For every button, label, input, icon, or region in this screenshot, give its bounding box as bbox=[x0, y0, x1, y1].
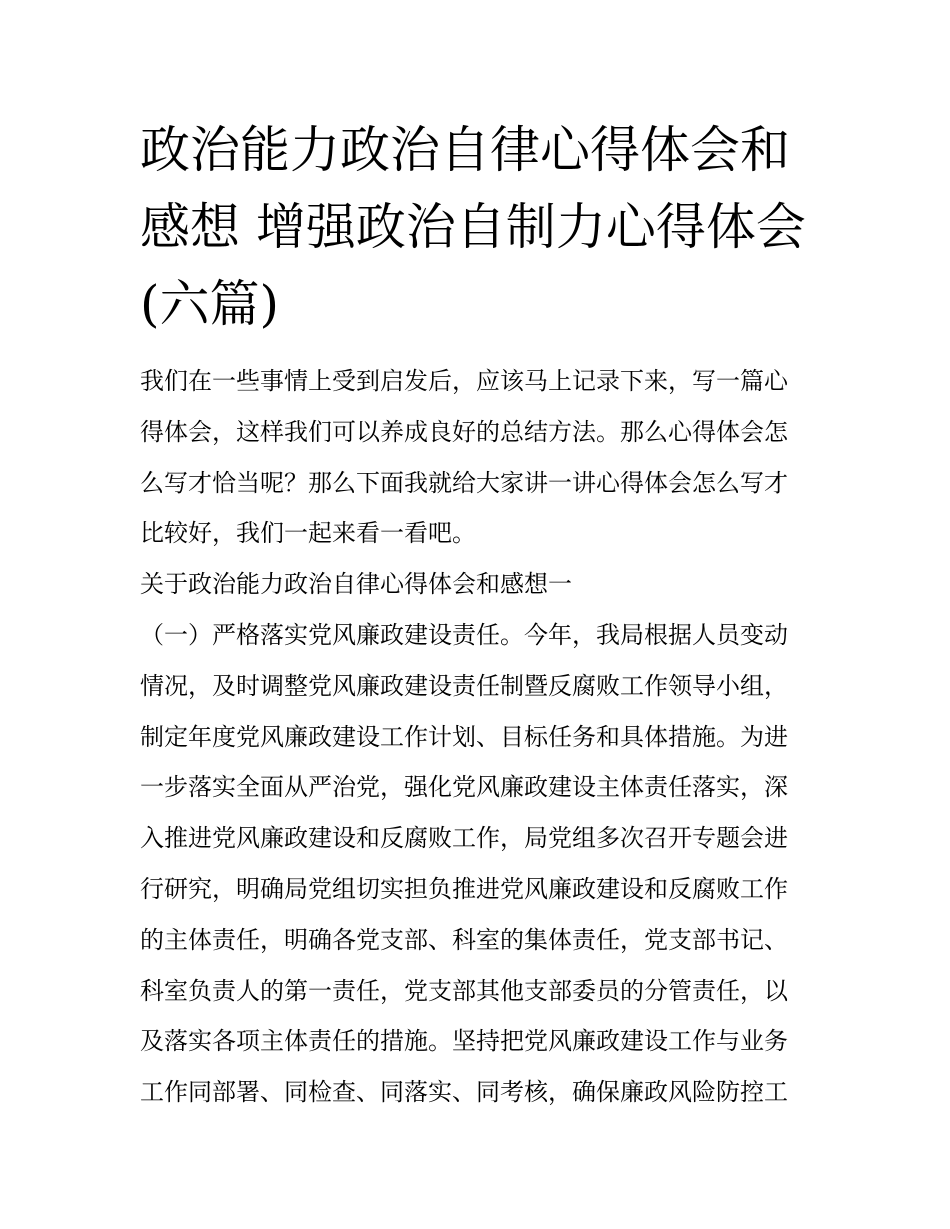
body-line: 制定年度党风廉政建设工作计划、目标任务和具体措施。为进 bbox=[140, 722, 788, 751]
title-line: 感想 增强政治自制力心得体会 bbox=[140, 198, 806, 256]
body-line: （一）严格落实党风廉政建设责任。今年，我局根据人员变动 bbox=[140, 620, 788, 649]
body-line: 工作同部署、同检查、同落实、同考核，确保廉政风险防控工 bbox=[140, 1078, 788, 1107]
section-heading: 关于政治能力政治自律心得体会和感想一 bbox=[140, 570, 572, 599]
title-line: (六篇) bbox=[140, 275, 280, 333]
document-title bbox=[140, 112, 820, 343]
body-line: 我们在一些事情上受到启发后，应该马上记录下来，写一篇心 bbox=[140, 367, 788, 395]
body-line: 比较好，我们一起来看一看吧。 bbox=[140, 519, 476, 548]
body-line: 么写才恰当呢？那么下面我就给大家讲一讲心得体会怎么写才 bbox=[140, 468, 788, 497]
body-line: 的主体责任，明确各党支部、科室的集体责任，党支部书记、 bbox=[140, 925, 788, 954]
body-line: 行研究，明确局党组切实担负推进党风廉政建设和反腐败工作 bbox=[140, 874, 788, 903]
body-line: 科室负责人的第一责任，党支部其他支部委员的分管责任，以 bbox=[140, 976, 788, 1005]
body-line: 一步落实全面从严治党，强化党风廉政建设主体责任落实，深 bbox=[140, 773, 788, 802]
body-line: 情况，及时调整党风廉政建设责任制暨反腐败工作领导小组， bbox=[140, 671, 788, 700]
body-line: 得体会，这样我们可以养成良好的总结方法。那么心得体会怎 bbox=[140, 417, 788, 446]
body-line: 入推进党风廉政建设和反腐败工作，局党组多次召开专题会进 bbox=[140, 824, 788, 853]
body-line: 及落实各项主体责任的措施。坚持把党风廉政建设工作与业务 bbox=[140, 1027, 788, 1056]
title-line: 政治能力政治自律心得体会和 bbox=[140, 121, 790, 179]
document-body bbox=[140, 356, 820, 1118]
